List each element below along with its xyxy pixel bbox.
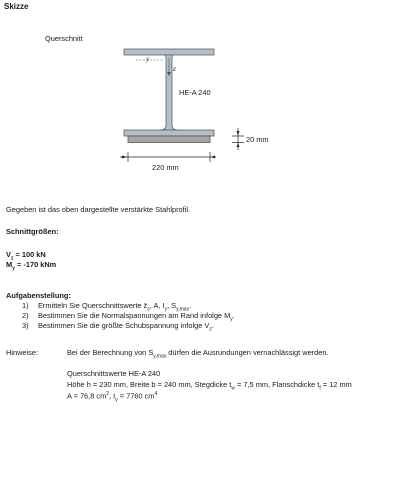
hint-label: Hinweise: [6,348,39,357]
profile-values-line-2: A = 76,8 $cm^2$, $I_y = 7760$ $cm^4$ [67,391,158,403]
task-item-1: 1) Ermitteln Sie Querschnittswerte $z̄_s$, A, $I_y$, $S_{y,max}$. [22,301,192,313]
bending-moment: $M_y = -170$ kNm [6,260,57,272]
forces-title: Schnittgrößen: [6,227,59,236]
shear-force: $V_z = 100$ kN [6,250,46,262]
y-axis-label: y [146,54,150,63]
task-item-3: 3) Bestimmen Sie die größte Schubspannung infolge $V_z$. [22,321,214,333]
bottom-flange [124,130,214,136]
task-item-2: 2) Bestimmen Sie die Normalspannungen am Rand infolge $M_y$. [22,311,235,323]
tasks-title: Aufgabenstellung: [6,291,71,300]
profile-values-line-1: Höhe h = 230 mm, Breite b = 240 mm, Stegdicke $t_w = 7,5$ mm, Flanschdicke $t_f = 12$ mm [67,380,352,392]
page-title: Skizze [4,2,29,11]
plate-width-label: 220 mm [152,163,179,172]
plate-thickness-label: 20 mm [246,135,269,144]
top-flange [124,49,214,55]
section-label: Querschnitt [45,34,83,43]
profile-label: HE-A 240 [179,88,211,97]
given-text: Gegeben ist das oben dargestellte verstärkte Stahlprofil. [6,205,191,214]
hint-text: Bei der Berechnung von $S_{y,max}$ dürfen die Ausrundungen vernachlässigt werden. [67,348,329,360]
z-axis-label: z [173,64,176,73]
reinforcement-plate [128,136,210,143]
profile-values-title: Querschnittswerte HE-A 240 [67,369,161,378]
